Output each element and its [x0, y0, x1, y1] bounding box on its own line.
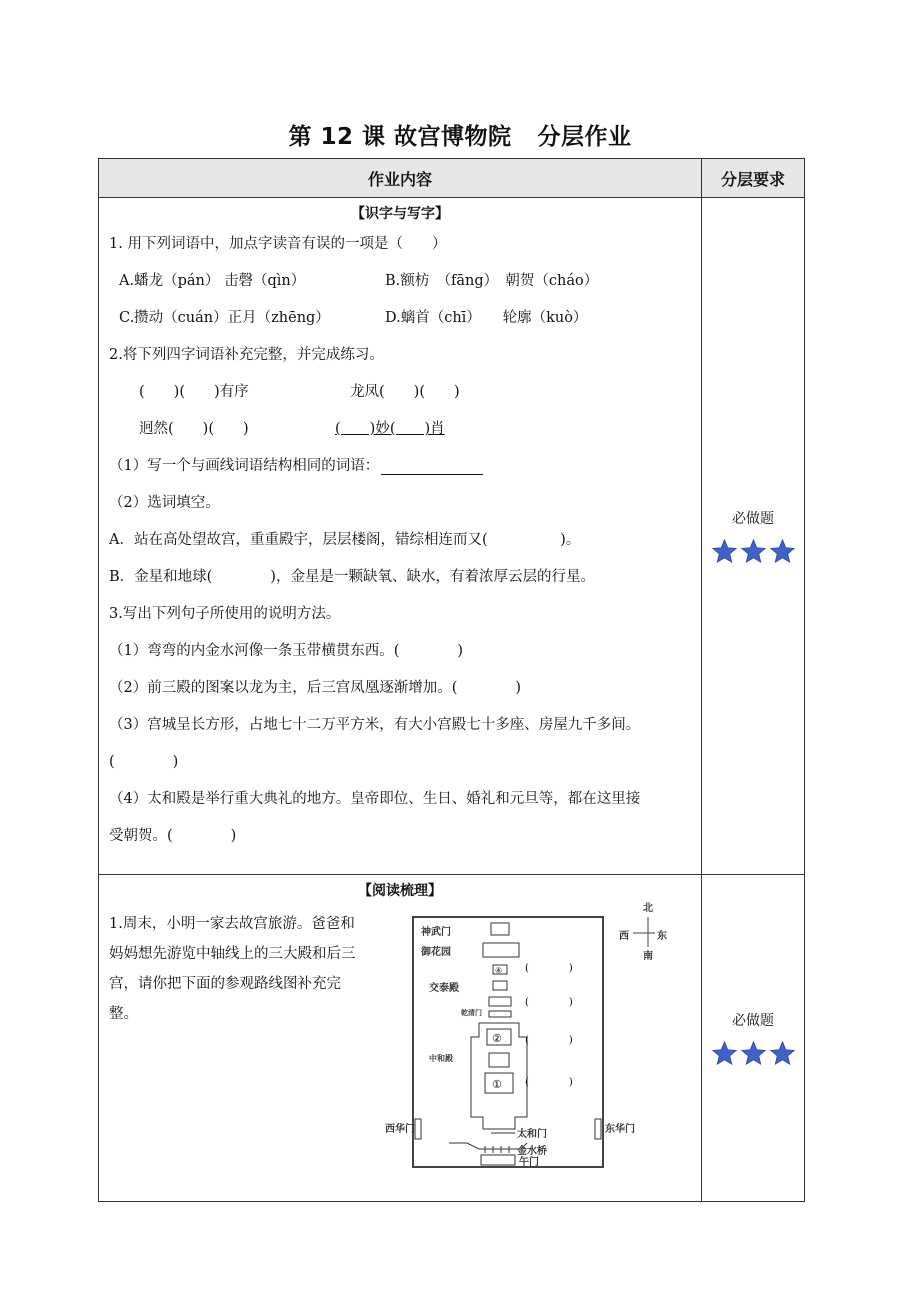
q1-options-ab — [109, 263, 691, 300]
requirement-label: 必做题 — [732, 510, 774, 527]
page-title — [0, 118, 920, 151]
idiom-3: 迥然( )( ) — [139, 421, 249, 437]
label-taihemen: 太和门 — [517, 1129, 547, 1140]
difficulty-stars — [711, 1040, 796, 1067]
title-suffix: 分层作业 — [537, 124, 632, 150]
requirement-label: 必做题 — [732, 1012, 774, 1029]
q1-options-cd — [109, 300, 691, 337]
option-b: B.额枋 （fāng） 朝贺（cháo） — [385, 273, 599, 289]
idiom-1: ( )( )有序 — [139, 384, 249, 400]
building-yuhuayuan — [483, 943, 519, 957]
header-content: 作业内容 — [99, 159, 702, 198]
number-1: ① — [492, 1078, 502, 1091]
section-literacy — [99, 198, 702, 875]
homework-table — [98, 158, 805, 1202]
idiom-4-underlined: ( )妙( )肖 — [335, 421, 445, 437]
option-a: A.蟠龙（pán） 击磬（qìn） — [119, 273, 306, 289]
section-heading: 【阅读梳理】 — [358, 883, 442, 899]
label-shenwumen: 神武门 — [421, 927, 451, 938]
section-reading-row — [99, 875, 805, 1202]
star-icon — [711, 538, 738, 565]
section-reading — [99, 875, 702, 1202]
star-icon — [769, 1040, 796, 1067]
q3-item1: （1）弯弯的内金水河像一条玉带横贯东西。( ) — [109, 643, 464, 659]
star-icon — [740, 538, 767, 565]
table-header-row — [99, 159, 805, 198]
q2-words-row2 — [109, 411, 691, 448]
label-qianqingmen: 乾清门 — [461, 1009, 482, 1017]
gate-donghuamen — [595, 1119, 601, 1139]
building-3 — [489, 997, 511, 1006]
header-level: 分层要求 — [702, 159, 805, 198]
q2-sub-b: B．金星和地球( )，金星是一颗缺氧、缺水，有着浓厚云层的行星。 — [109, 569, 595, 585]
compass-south: 南 — [643, 951, 653, 962]
label-yuhuayuan: 御花园 — [421, 947, 451, 958]
map-blank-1: ( ) — [525, 963, 573, 974]
q2-sub1-text: （1）写一个与画线词语结构相同的词语： — [109, 458, 380, 474]
star-icon — [711, 1040, 738, 1067]
label-xihuamen: 西华门 — [385, 1124, 415, 1135]
number-4: ④ — [495, 966, 503, 975]
q3-item2: （2）前三殿的图案以龙为主，后三宫凤凰逐渐增加。( ) — [109, 680, 522, 696]
requirement-cell-2 — [702, 875, 805, 1202]
q3-item4: （4）太和殿是举行重大典礼的地方。皇帝即位、生日、婚礼和元旦等，都在这里接 — [109, 791, 641, 807]
map-blank-4: ( ) — [525, 1077, 573, 1088]
compass-west: 西 — [619, 931, 629, 942]
q2-sub2: （2）选词填空。 — [109, 495, 220, 511]
star-icon — [769, 538, 796, 565]
label-wumen: 午门 — [519, 1157, 539, 1168]
palace-route-map — [385, 897, 691, 1168]
q2-sub-a: A．站在高处望故宫，重重殿宇，层层楼阁，错综相连而又( )。 — [109, 532, 581, 548]
section-literacy-row — [99, 198, 805, 875]
building-qianqingmen — [489, 1011, 511, 1017]
section-heading: 【识字与写字】 — [351, 206, 449, 222]
map-blank-3: ( ) — [525, 1035, 573, 1046]
building-shenwumen — [491, 923, 509, 935]
option-d: D.螭首（chī） 轮廓（kuò） — [385, 310, 588, 326]
building-jiaotaidian — [493, 981, 507, 990]
q3-item3: （3）宫城呈长方形，占地七十二万平方米，有大小宫殿七十多座、房屋九千多间。 — [109, 717, 641, 733]
idiom-2: 龙凤( )( ) — [350, 384, 460, 400]
label-zhonghedian: 中和殿 — [429, 1054, 453, 1063]
difficulty-stars — [711, 538, 796, 565]
label-jiaotaidian: 交泰殿 — [429, 983, 459, 994]
requirement-cell-1 — [702, 198, 805, 875]
compass-east: 东 — [657, 931, 667, 942]
answer-line[interactable] — [381, 458, 483, 475]
reading-question: 1.周末，小明一家去故宫旅游。爸爸和妈妈想先游览中轴线上的三大殿和后三宫，请你把下面的参观路线图补充完整。 — [109, 916, 356, 1022]
q3-stem: 3.写出下列句子所使用的说明方法。 — [109, 606, 341, 622]
q3-item3-blank: ( ) — [109, 754, 179, 770]
label-jinshuiqiao: 金水桥 — [517, 1146, 547, 1157]
q2-sub1 — [109, 448, 691, 485]
building-zhonghedian — [489, 1053, 509, 1067]
label-donghuamen: 东华门 — [605, 1124, 635, 1135]
gate-xihuamen — [415, 1119, 421, 1139]
q3-item4-cont: 受朝贺。( ) — [109, 828, 237, 844]
compass-north: 北 — [643, 903, 653, 914]
building-wumen — [481, 1155, 515, 1165]
option-c: C.攒动（cuán）正月（zhēng） — [119, 310, 330, 326]
q2-words-row1 — [109, 374, 691, 411]
q1-stem: 1. 用下列词语中，加点字读音有误的一项是（ ） — [109, 236, 447, 252]
star-icon — [740, 1040, 767, 1067]
number-2: ② — [492, 1032, 502, 1045]
q2-stem: 2.将下列四字词语补充完整，并完成练习。 — [109, 347, 384, 363]
lesson-title: 第 12 课 故宫博物院 — [288, 124, 512, 150]
map-blank-2: ( ) — [525, 997, 573, 1008]
